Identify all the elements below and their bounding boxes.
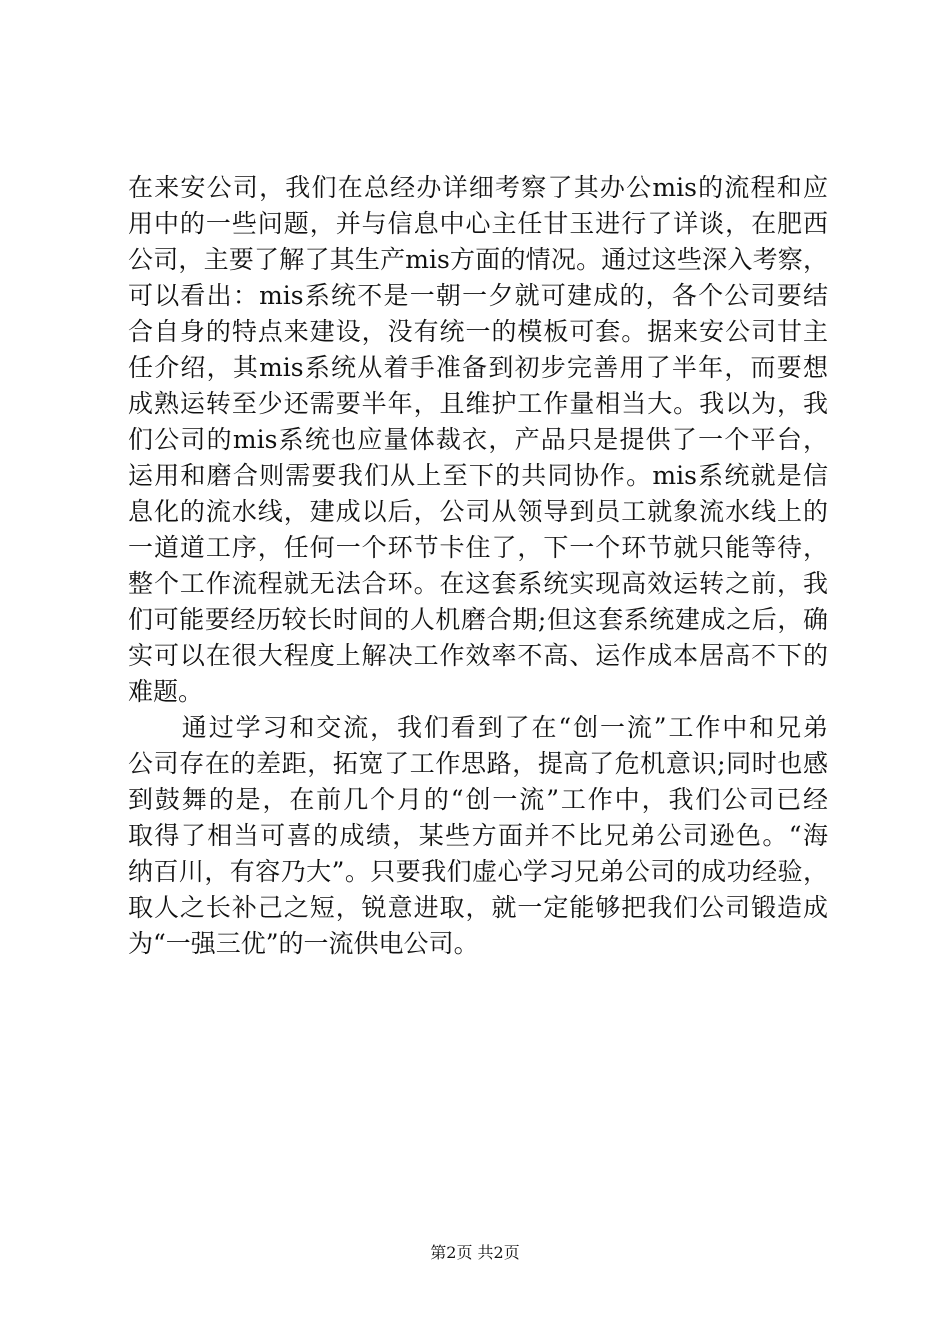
text-line: 纳百川，有容乃大”。只要我们虚心学习兄弟公司的成功经验， xyxy=(128,857,828,886)
text-line: 通过学习和交流，我们看到了在“创一流”工作中和兄弟 xyxy=(128,713,828,742)
text-line: 可以看出：mis系统不是一朝一夕就可建成的，各个公司要结 xyxy=(128,281,828,310)
text-line: 实可以在很大程度上解决工作效率不高、运作成本居高不下的 xyxy=(128,641,828,670)
page-footer xyxy=(0,1241,950,1265)
text-line: 公司，主要了解了其生产mis方面的情况。通过这些深入考察， xyxy=(128,245,828,274)
page-number: 第2页 共2页 xyxy=(430,1243,520,1262)
document-body xyxy=(128,170,828,962)
text-line: 任介绍，其mis系统从着手准备到初步完善用了半年，而要想 xyxy=(128,353,828,382)
paragraph-1 xyxy=(128,170,828,710)
text-line: 在来安公司，我们在总经办详细考察了其办公mis的流程和应 xyxy=(128,173,828,202)
text-line: 们可能要经历较长时间的人机磨合期;但这套系统建成之后，确 xyxy=(128,605,828,634)
text-line: 合自身的特点来建设，没有统一的模板可套。据来安公司甘主 xyxy=(128,317,828,346)
text-line: 取人之长补己之短，锐意进取，就一定能够把我们公司锻造成 xyxy=(128,893,828,922)
text-line: 们公司的mis系统也应量体裁衣，产品只是提供了一个平台， xyxy=(128,425,828,454)
text-line: 用中的一些问题，并与信息中心主任甘玉进行了详谈，在肥西 xyxy=(128,209,828,238)
text-line: 到鼓舞的是，在前几个月的“创一流”工作中，我们公司已经 xyxy=(128,785,828,814)
text-line: 为“一强三优”的一流供电公司。 xyxy=(128,929,479,958)
text-line: 息化的流水线，建成以后，公司从领导到员工就象流水线上的 xyxy=(128,497,828,526)
text-line: 运用和磨合则需要我们从上至下的共同协作。mis系统就是信 xyxy=(128,461,828,490)
text-line: 公司存在的差距，拓宽了工作思路，提高了危机意识;同时也感 xyxy=(128,749,828,778)
paragraph-2 xyxy=(128,710,828,962)
text-line: 一道道工序，任何一个环节卡住了，下一个环节就只能等待， xyxy=(128,533,828,562)
text-line: 成熟运转至少还需要半年，且维护工作量相当大。我以为，我 xyxy=(128,389,828,418)
text-line: 取得了相当可喜的成绩，某些方面并不比兄弟公司逊色。“海 xyxy=(128,821,828,850)
text-line: 整个工作流程就无法合环。在这套系统实现高效运转之前，我 xyxy=(128,569,828,598)
text-line: 难题。 xyxy=(128,677,204,706)
